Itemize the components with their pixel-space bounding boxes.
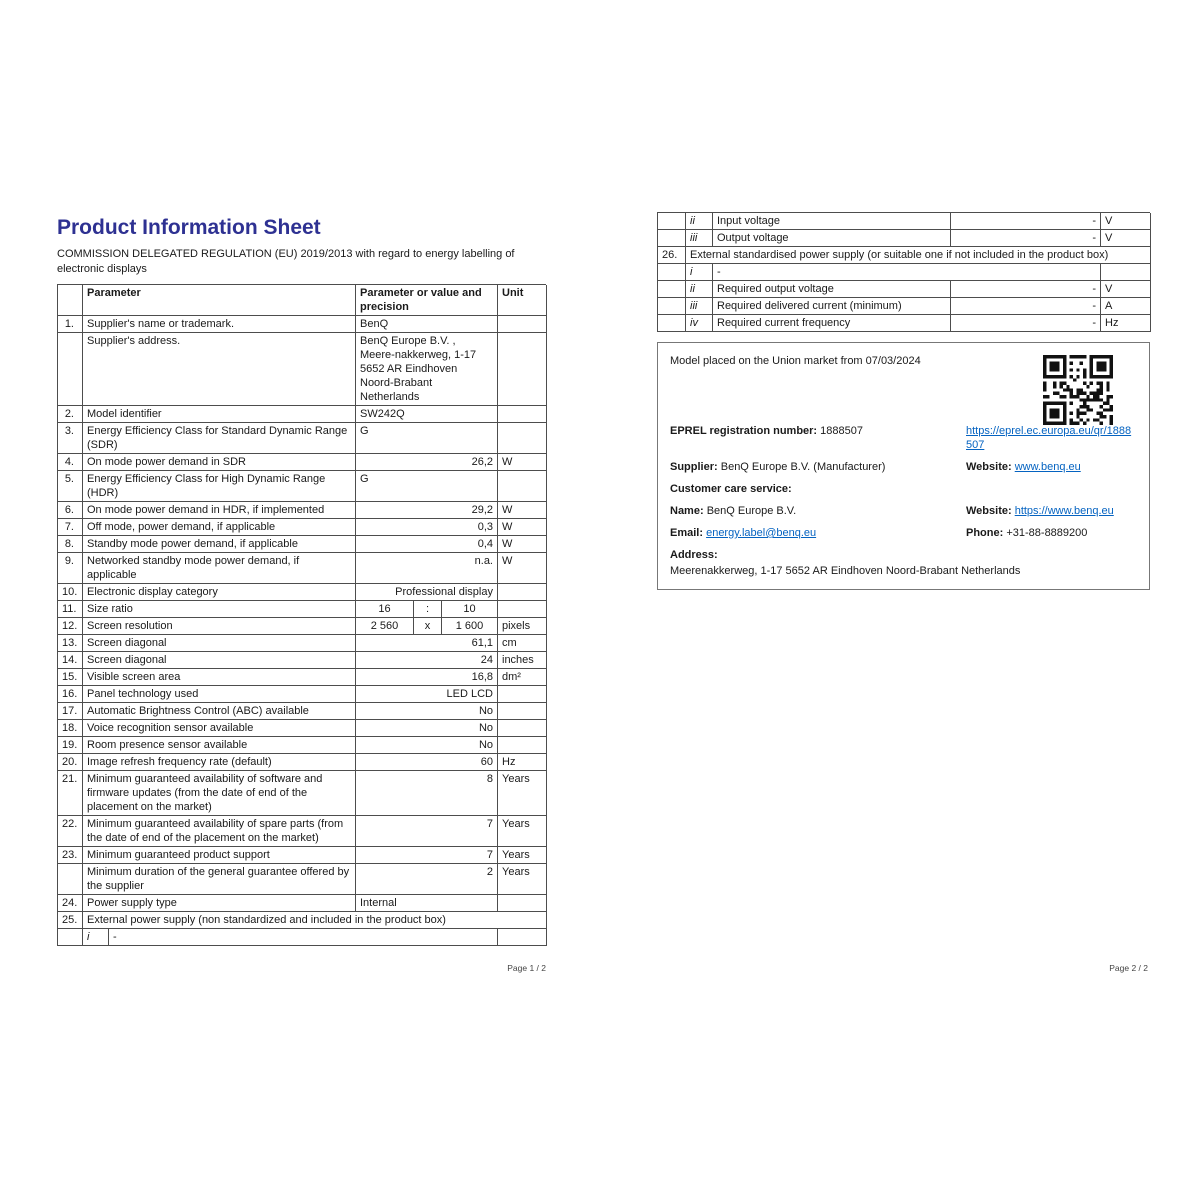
row-number-cell: 10. [58,584,83,601]
unit-cell [498,406,547,423]
value-separator-cell: x [414,618,442,635]
unit-cell: W [498,519,547,536]
value-cell: BenQ [356,316,498,333]
parameter-cell: Power supply type [83,895,356,912]
unit-cell: V [1101,213,1151,230]
row-number-cell: 14. [58,652,83,669]
parameter-cell: Screen resolution [83,618,356,635]
parameter-cell: Screen diagonal [83,635,356,652]
value-cell: 16,8 [356,669,498,686]
table-row [58,652,546,669]
value-cell: Internal [356,895,498,912]
customer-care-heading: Customer care service: [670,483,792,495]
parameter-cell: Image refresh frequency rate (default) [83,754,356,771]
parameter-cell: Required current frequency [713,315,951,332]
table-row [58,737,546,754]
value-separator-cell: : [414,601,442,618]
table-row [58,895,546,912]
roman-index-cell: ii [686,281,713,298]
page-1-footer: Page 1 / 2 [507,963,546,973]
unit-cell [498,895,547,912]
roman-index-cell: iii [686,298,713,315]
parameter-cell: Energy Efficiency Class for Standard Dynamic Range (SDR) [83,423,356,454]
value-left-cell: 2 560 [356,618,414,635]
row-number-cell: 16. [58,686,83,703]
parameter-cell: Required output voltage [713,281,951,298]
supplier-label: Supplier: [670,461,718,473]
value-cell: SW242Q [356,406,498,423]
parameter-cell: Minimum guaranteed availability of software and firmware updates (from the date of end of the placement on the market) [83,771,356,816]
row-number-cell: 17. [58,703,83,720]
phone-label: Phone: [966,527,1004,539]
eprel-number: 1888507 [820,425,863,437]
table-row [58,816,546,847]
unit-cell: A [1101,298,1151,315]
table-row [58,864,546,895]
value-cell: 61,1 [356,635,498,652]
value-left-cell: 16 [356,601,414,618]
table-row [58,601,546,618]
value-right-cell: 1 600 [442,618,498,635]
table-row [658,230,1150,247]
table-row [58,754,546,771]
value-cell: 8 [356,771,498,816]
email-line [670,526,966,540]
market-date-line: Model placed on the Union market from 07/03/2024 [670,355,921,367]
row-number-cell: 2. [58,406,83,423]
parameter-cell: On mode power demand in SDR [83,454,356,471]
unit-cell [498,720,547,737]
row-number-cell [658,264,686,281]
unit-cell [498,737,547,754]
phone-value: +31-88-8889200 [1006,527,1088,539]
unit-cell: Years [498,771,547,816]
table-row [58,333,546,406]
power-supply-table [657,212,1150,332]
unit-cell: Years [498,816,547,847]
table-row [658,264,1150,281]
roman-index-cell: iv [686,315,713,332]
header-parameter-cell: Parameter [83,285,356,316]
unit-cell: W [498,454,547,471]
table-row [658,298,1150,315]
table-row [658,281,1150,298]
row-number-cell: 4. [58,454,83,471]
parameter-cell: Room presence sensor available [83,737,356,754]
care-name-line [670,504,966,518]
address-value: Meerenakkerweg, 1-17 5652 AR Eindhoven Noord-Brabant Netherlands [670,565,1021,577]
parameter-cell: Minimum guaranteed availability of spare parts (from the date of end of the placement on the market) [83,816,356,847]
value-cell: BenQ Europe B.V. , Meere-nakkerweg, 1-17 5652 AR Eindhoven Noord-Brabant Netherlands [356,333,498,406]
row-number-cell: 20. [58,754,83,771]
supplier-website-link[interactable]: www.benq.eu [1014,461,1081,473]
unit-cell [498,686,547,703]
table-row [58,618,546,635]
page-2 [657,205,1150,590]
row-number-cell: 9. [58,553,83,584]
value-cell: 24 [356,652,498,669]
row-number-cell [658,213,686,230]
parameter-cell: On mode power demand in HDR, if implemented [83,502,356,519]
table-row [58,703,546,720]
row-number-cell: 18. [58,720,83,737]
care-website-link[interactable]: https://www.benq.eu [1014,505,1114,517]
value-cell: 2 [356,864,498,895]
parameter-cell: Standby mode power demand, if applicable [83,536,356,553]
eprel-link[interactable]: https://eprel.ec.europa.eu/qr/1888507 [966,425,1132,451]
parameter-cell: Off mode, power demand, if applicable [83,519,356,536]
roman-index-cell: iii [686,230,713,247]
value-cell: - [951,298,1101,315]
eprel-label: EPREL registration number: [670,425,818,437]
table-row [658,213,1150,230]
table-row [58,635,546,652]
website-label-2: Website: [966,505,1012,517]
table-row [58,471,546,502]
value-cell: 26,2 [356,454,498,471]
parameter-cell: Output voltage [713,230,951,247]
row-number-cell: 21. [58,771,83,816]
parameter-cell: Energy Efficiency Class for High Dynamic Range (HDR) [83,471,356,502]
unit-cell: dm² [498,669,547,686]
table-row [58,847,546,864]
value-cell: Professional display [356,584,498,601]
name-value: BenQ Europe B.V. [706,505,797,517]
unit-cell: W [498,502,547,519]
row-number-cell [658,281,686,298]
parameter-cell: Required delivered current (minimum) [713,298,951,315]
value-cell: - [951,281,1101,298]
unit-cell [498,601,547,618]
unit-cell: cm [498,635,547,652]
roman-index-cell: ii [686,213,713,230]
email-link[interactable]: energy.label@benq.eu [706,527,817,539]
row-number-cell: 8. [58,536,83,553]
row-number-cell: 19. [58,737,83,754]
value-cell: 29,2 [356,502,498,519]
parameter-cell: Input voltage [713,213,951,230]
qr-code [1043,355,1113,425]
row-number-cell: 3. [58,423,83,454]
page-1 [57,216,546,946]
roman-index-cell: i [686,264,713,281]
eprel-registration [670,424,966,452]
unit-cell [498,316,547,333]
table-row [58,519,546,536]
row-number-cell: 25. [58,912,83,929]
unit-cell: Years [498,864,547,895]
email-label: Email: [670,527,704,539]
row-number-cell: 22. [58,816,83,847]
unit-cell: Years [498,847,547,864]
table-row [658,315,1150,332]
row-number-cell [658,230,686,247]
table-row [58,720,546,737]
parameter-cell: Minimum guaranteed product support [83,847,356,864]
row-number-cell [58,929,83,946]
unit-cell [498,703,547,720]
table-row [658,247,1150,264]
unit-cell [498,423,547,454]
value-cell: 0,3 [356,519,498,536]
sub-value-cell: - [109,929,498,946]
row-number-cell: 13. [58,635,83,652]
table-row [58,285,546,316]
row-number-cell: 7. [58,519,83,536]
spanning-parameter-cell: External standardised power supply (or suitable one if not included in the product box) [686,247,1151,264]
value-cell: - [951,213,1101,230]
value-cell: - [951,230,1101,247]
value-cell: n.a. [356,553,498,584]
row-number-cell [58,864,83,895]
value-cell: 0,4 [356,536,498,553]
table-row [58,912,546,929]
row-number-cell: 12. [58,618,83,635]
unit-cell: V [1101,281,1151,298]
value-cell: 60 [356,754,498,771]
website-label: Website: [966,461,1012,473]
spanning-parameter-cell: External power supply (non standardized and included in the product box) [83,912,547,929]
unit-cell: V [1101,230,1151,247]
address-label: Address: [670,549,718,561]
table-row [58,502,546,519]
value-right-cell: 10 [442,601,498,618]
parameter-cell: Voice recognition sensor available [83,720,356,737]
parameter-cell: Model identifier [83,406,356,423]
table-row [58,536,546,553]
table-row [58,454,546,471]
row-number-cell: 26. [658,247,686,264]
table-row [58,584,546,601]
row-number-cell: 11. [58,601,83,618]
parameter-cell: Automatic Brightness Control (ABC) available [83,703,356,720]
page-2-footer: Page 2 / 2 [1109,963,1148,973]
unit-cell: pixels [498,618,547,635]
unit-cell: Hz [498,754,547,771]
unit-cell: W [498,536,547,553]
table-row [58,686,546,703]
supplier-info-box [657,342,1150,590]
value-cell: LED LCD [356,686,498,703]
value-cell: No [356,720,498,737]
roman-index-cell: i [83,929,109,946]
value-cell: G [356,423,498,454]
supplier-line [670,460,966,474]
value-cell: 7 [356,816,498,847]
row-number-cell: 24. [58,895,83,912]
unit-cell [1101,264,1151,281]
value-cell: No [356,737,498,754]
parameter-cell: Size ratio [83,601,356,618]
page-title: Product Information Sheet [57,216,321,239]
table-row [58,771,546,816]
value-cell: 7 [356,847,498,864]
parameter-cell: Networked standby mode power demand, if applicable [83,553,356,584]
unit-cell [498,929,547,946]
regulation-subtitle: COMMISSION DELEGATED REGULATION (EU) 2019/2013 with regard to energy labelling of electronic displays [57,248,515,275]
row-number-cell [58,333,83,406]
table-row [58,423,546,454]
parameter-cell: Screen diagonal [83,652,356,669]
row-number-cell: 6. [58,502,83,519]
row-number-cell: 1. [58,316,83,333]
value-cell: No [356,703,498,720]
unit-cell: inches [498,652,547,669]
table-row [58,669,546,686]
unit-cell: Hz [1101,315,1151,332]
row-number-cell: 5. [58,471,83,502]
row-number-cell: 15. [58,669,83,686]
row-number-cell [658,298,686,315]
header-unit-cell: Unit [498,285,547,316]
table-row [58,406,546,423]
unit-cell [498,584,547,601]
value-cell: - [951,315,1101,332]
row-number-cell: 23. [58,847,83,864]
parameter-cell: Visible screen area [83,669,356,686]
parameter-cell: Panel technology used [83,686,356,703]
unit-cell [498,471,547,502]
name-label: Name: [670,505,704,517]
row-number-cell [658,315,686,332]
header-number-cell [58,285,83,316]
parameter-cell: Supplier's address. [83,333,356,406]
unit-cell [498,333,547,406]
header-value-cell: Parameter or value and precision [356,285,498,316]
value-cell: G [356,471,498,502]
parameter-cell: Minimum duration of the general guarantee offered by the supplier [83,864,356,895]
parameter-cell: Electronic display category [83,584,356,601]
table-row [58,553,546,584]
product-parameters-table [57,284,546,946]
supplier-value: BenQ Europe B.V. (Manufacturer) [720,461,886,473]
unit-cell: W [498,553,547,584]
table-row [58,316,546,333]
sub-value-cell: - [713,264,1101,281]
parameter-cell: Supplier's name or trademark. [83,316,356,333]
table-row [58,929,546,946]
